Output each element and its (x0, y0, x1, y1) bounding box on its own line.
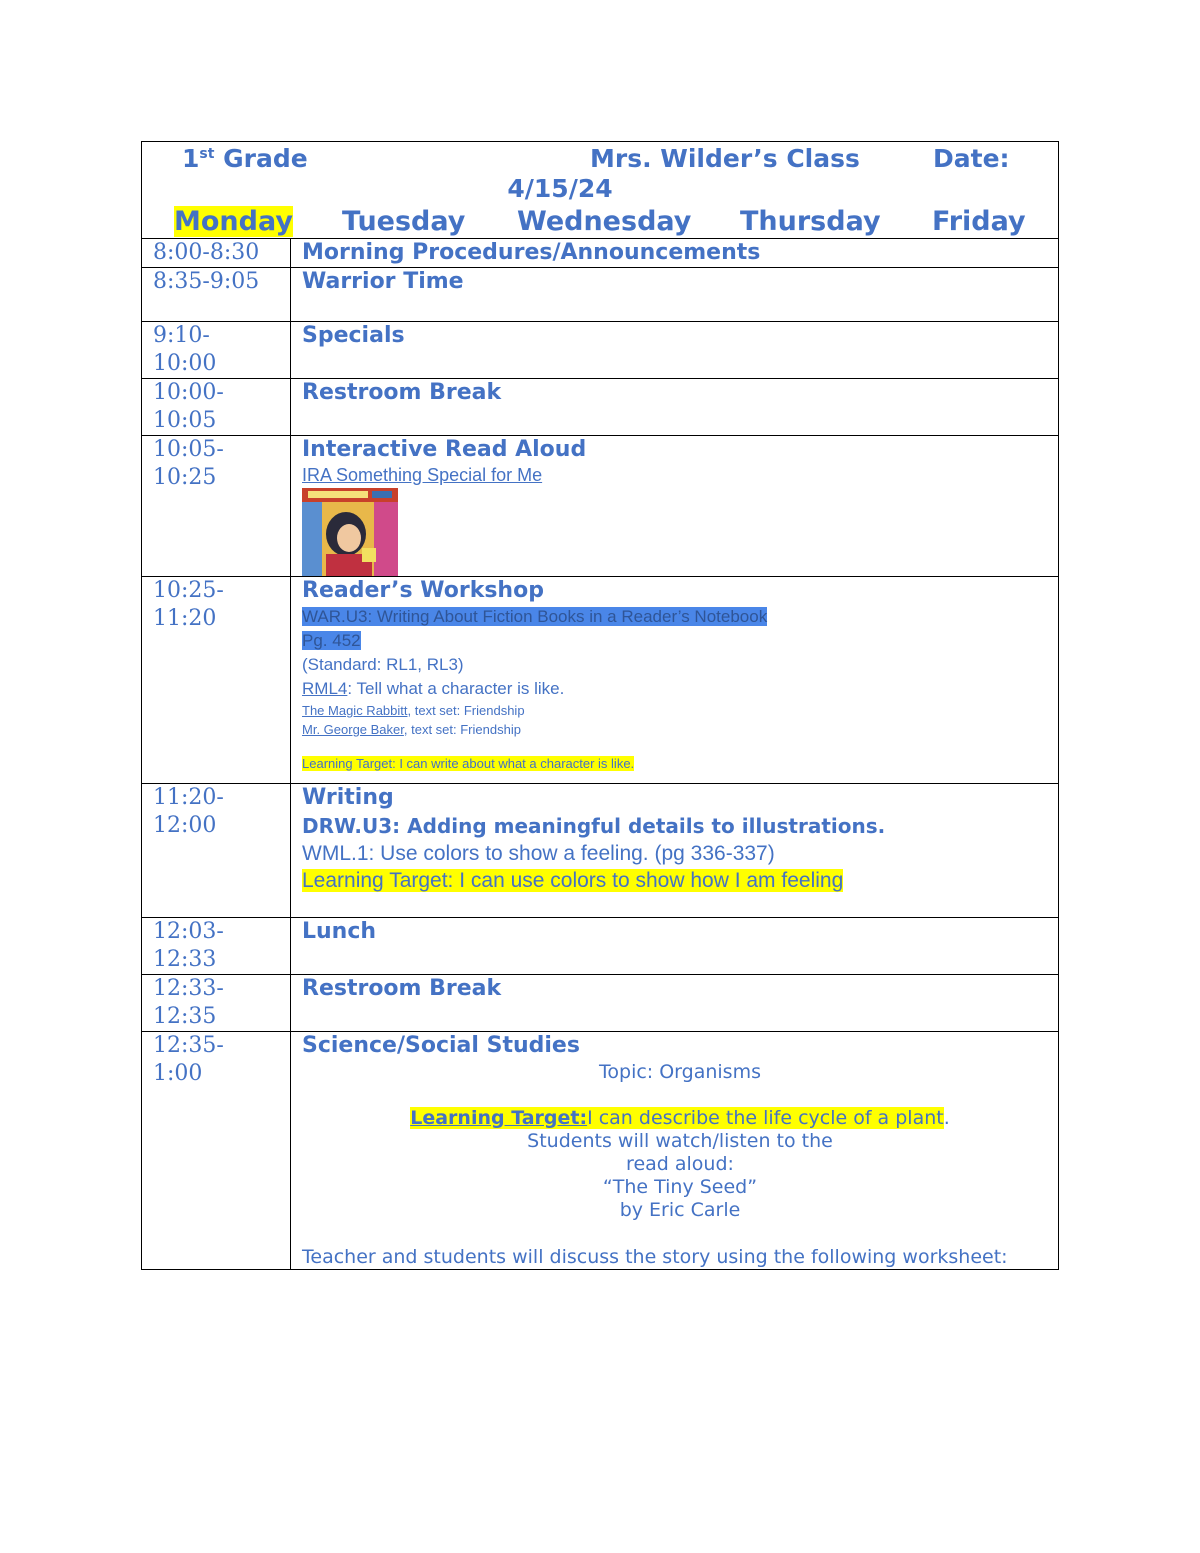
day-monday: Monday (174, 206, 293, 237)
date-value: 4/15/24 (507, 174, 613, 203)
time-cell: 10:05- 10:25 (142, 436, 291, 577)
topic-label: Topic: Organisms (599, 1061, 761, 1083)
time-cell: 8:35-9:05 (142, 268, 291, 322)
rml-link[interactable]: RML4 (302, 679, 348, 698)
time-cell: 8:00-8:30 (142, 239, 291, 268)
activity-title: Restroom Break (302, 976, 502, 1001)
time-cell: 12:33- 12:35 (142, 975, 291, 1032)
schedule-row (142, 268, 1059, 322)
schedule-row (142, 379, 1059, 436)
rml-line: RML4: Tell what a character is like. (302, 679, 565, 698)
activity-title: Science/Social Studies (302, 1033, 580, 1058)
magic-rabbitt-link[interactable]: The Magic Rabbitt (302, 703, 408, 718)
header-row (142, 142, 1059, 239)
activity-title: Restroom Break (302, 380, 502, 405)
time-cell: 9:10- 10:00 (142, 322, 291, 379)
day-thursday: Thursday (740, 206, 881, 237)
description-line: read aloud: (626, 1153, 734, 1175)
george-baker-link[interactable]: Mr. George Baker (302, 722, 404, 737)
book-title: “The Tiny Seed” (602, 1176, 758, 1198)
time-cell: 11:20- 12:00 (142, 784, 291, 918)
schedule-row (142, 975, 1059, 1032)
activity-title: Writing (302, 785, 394, 810)
activity-title: Specials (302, 323, 405, 348)
time-cell: 12:03- 12:33 (142, 918, 291, 975)
header-cell (142, 142, 1059, 239)
day-tuesday: Tuesday (342, 206, 466, 237)
ira-book-link[interactable]: IRA Something Special for Me (302, 465, 543, 485)
time-cell: 12:35- 1:00 (142, 1032, 291, 1270)
learning-target-label: Learning Target: (410, 1107, 588, 1129)
activity-title: Morning Procedures/Announcements (302, 240, 761, 265)
class-name: Mrs. Wilder’s Class (590, 144, 860, 173)
closing-note: Teacher and students will discuss the story using the following worksheet: (302, 1246, 1008, 1268)
schedule-row (142, 577, 1059, 784)
unit-label: WAR.U3: Writing About Fiction Books in a Reader’s Notebook (302, 607, 768, 626)
lesson-plan-table (141, 141, 1059, 1270)
weekday-list (174, 206, 1058, 238)
activity-title: Interactive Read Aloud (302, 437, 587, 462)
standard-label: (Standard: RL1, RL3) (302, 655, 464, 674)
activity-title: Warrior Time (302, 269, 464, 294)
schedule-row (142, 918, 1059, 975)
schedule-row (142, 1032, 1059, 1270)
time-cell: 10:25- 11:20 (142, 577, 291, 784)
date-label: Date: (933, 144, 1010, 173)
schedule-row (142, 322, 1059, 379)
description-line: Students will watch/listen to the (527, 1130, 833, 1152)
day-friday: Friday (932, 206, 1026, 237)
text-set-line: The Magic Rabbitt, text set: Friendship (302, 703, 525, 718)
page-label: Pg. 452 (302, 631, 361, 650)
schedule-row (142, 784, 1059, 918)
learning-target-line: Learning Target:I can describe the life cycle of a plant. (410, 1107, 950, 1129)
schedule-row (142, 436, 1059, 577)
learning-target: Learning Target: I can use colors to show how I am feeling (302, 869, 844, 892)
time-cell: 10:00- 10:05 (142, 379, 291, 436)
lesson-plan-page (141, 141, 1058, 1270)
day-wednesday: Wednesday (517, 206, 692, 237)
grade-label: 1st Grade (182, 144, 308, 173)
unit-label: DRW.U3: Adding meaningful details to illustrations. (302, 814, 886, 838)
activity-title: Lunch (302, 919, 377, 944)
book-cover-image (302, 488, 398, 576)
learning-target: Learning Target: I can write about what a character is like. (302, 756, 635, 771)
activity-title: Reader’s Workshop (302, 578, 544, 603)
lesson-label: WML.1: Use colors to show a feeling. (pg 336-337) (302, 842, 775, 865)
text-set-line: Mr. George Baker, text set: Friendship (302, 722, 521, 737)
schedule-row (142, 239, 1059, 268)
book-author: by Eric Carle (619, 1199, 741, 1221)
